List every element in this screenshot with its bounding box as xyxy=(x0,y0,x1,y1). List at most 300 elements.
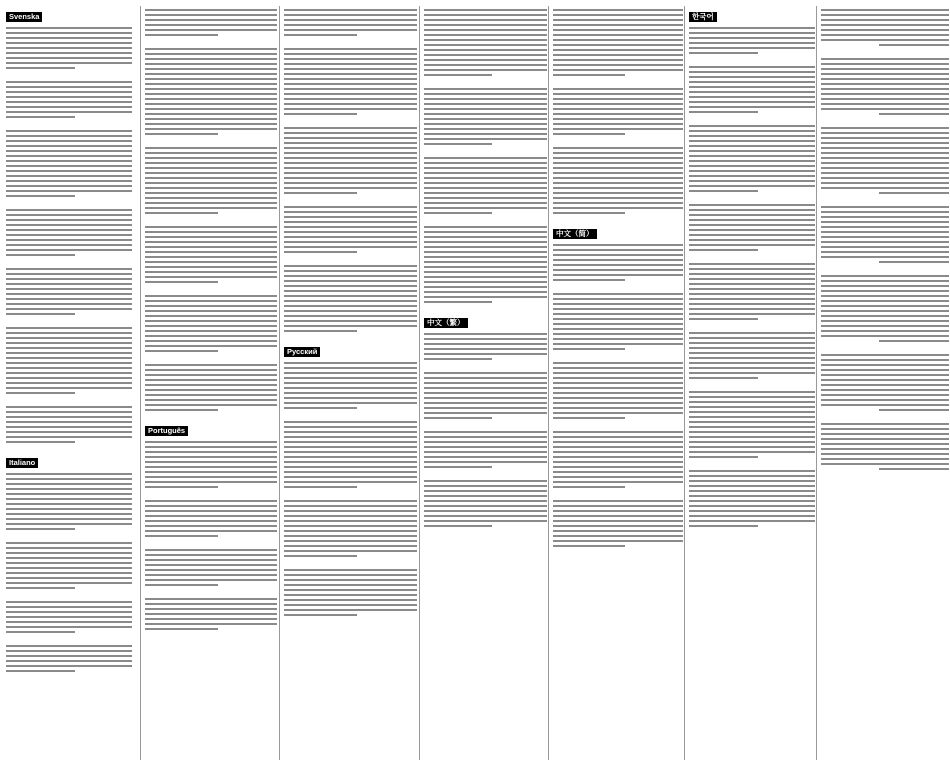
text-line xyxy=(553,88,683,90)
paragraph-placeholder xyxy=(553,147,683,214)
text-line xyxy=(6,81,132,83)
paragraph-placeholder xyxy=(284,362,417,409)
text-line xyxy=(553,249,683,251)
text-line xyxy=(821,335,949,337)
paragraph-placeholder xyxy=(553,362,683,419)
text-line xyxy=(6,528,75,530)
text-line xyxy=(284,397,417,399)
text-line xyxy=(145,456,277,458)
text-line xyxy=(553,520,683,522)
text-line xyxy=(553,44,683,46)
text-line xyxy=(6,660,132,662)
text-line xyxy=(689,446,815,448)
paragraph-placeholder xyxy=(553,244,683,281)
text-line xyxy=(424,113,547,115)
text-line xyxy=(6,665,132,667)
text-line xyxy=(284,14,417,16)
text-line xyxy=(553,461,683,463)
text-line xyxy=(6,254,75,256)
text-line xyxy=(821,221,949,223)
text-line xyxy=(6,557,132,559)
text-line xyxy=(6,441,75,443)
text-line xyxy=(689,175,815,177)
text-line xyxy=(821,231,949,233)
text-line xyxy=(821,9,949,11)
text-line xyxy=(424,358,492,360)
text-line xyxy=(6,273,132,275)
text-line xyxy=(6,303,132,305)
paragraph-placeholder xyxy=(821,58,949,115)
text-line xyxy=(145,389,277,391)
text-line xyxy=(821,379,949,381)
language-label: 한국어 xyxy=(689,12,717,22)
text-line xyxy=(424,510,547,512)
text-line xyxy=(284,431,417,433)
text-line xyxy=(6,150,132,152)
text-line xyxy=(424,108,547,110)
text-line xyxy=(689,101,815,103)
text-line xyxy=(145,73,277,75)
text-line xyxy=(6,552,132,554)
text-line xyxy=(284,295,417,297)
text-line xyxy=(6,347,132,349)
text-line xyxy=(424,192,547,194)
paragraph-placeholder xyxy=(424,9,547,76)
text-line xyxy=(553,417,625,419)
text-line xyxy=(689,214,815,216)
text-line xyxy=(821,404,949,406)
paragraph-placeholder xyxy=(145,48,277,135)
text-line xyxy=(689,342,815,344)
text-line xyxy=(6,106,132,108)
text-line xyxy=(284,402,417,404)
text-line xyxy=(879,340,949,342)
text-line xyxy=(689,111,758,113)
text-line xyxy=(6,165,132,167)
text-line xyxy=(284,421,417,423)
text-line xyxy=(6,268,132,270)
text-line xyxy=(145,584,218,586)
text-line xyxy=(284,555,357,557)
text-line xyxy=(145,246,277,248)
text-line xyxy=(553,471,683,473)
text-line xyxy=(424,202,547,204)
text-line xyxy=(553,172,683,174)
text-line xyxy=(145,167,277,169)
text-line xyxy=(553,197,683,199)
text-line xyxy=(821,93,949,95)
text-line xyxy=(284,486,357,488)
text-line xyxy=(553,64,683,66)
text-line xyxy=(689,377,758,379)
text-line xyxy=(424,231,547,233)
text-line xyxy=(6,670,75,672)
text-line xyxy=(821,172,949,174)
text-line xyxy=(553,500,683,502)
text-line xyxy=(821,162,949,164)
paragraph-placeholder xyxy=(424,480,547,527)
text-line xyxy=(424,402,547,404)
text-line xyxy=(424,392,547,394)
text-line xyxy=(6,382,132,384)
text-line xyxy=(6,42,132,44)
paragraph-placeholder xyxy=(145,295,277,352)
text-line xyxy=(553,303,683,305)
text-line xyxy=(284,226,417,228)
text-line xyxy=(553,362,683,364)
text-line xyxy=(284,599,417,601)
text-line xyxy=(424,525,492,527)
text-line xyxy=(284,142,417,144)
text-line xyxy=(145,310,277,312)
text-line xyxy=(424,490,547,492)
text-line xyxy=(689,391,815,393)
text-line xyxy=(689,71,815,73)
text-line xyxy=(284,221,417,223)
text-line xyxy=(145,305,277,307)
text-line xyxy=(145,628,218,630)
text-line xyxy=(553,318,683,320)
text-line xyxy=(689,204,815,206)
text-line xyxy=(145,476,277,478)
text-line xyxy=(821,295,949,297)
text-line xyxy=(145,515,277,517)
text-line xyxy=(689,347,815,349)
text-line xyxy=(6,175,132,177)
text-line xyxy=(821,251,949,253)
text-line xyxy=(689,160,815,162)
text-line xyxy=(145,350,218,352)
text-line xyxy=(553,476,683,478)
text-line xyxy=(821,187,949,189)
paragraph-placeholder xyxy=(424,226,547,303)
paragraph-placeholder xyxy=(145,226,277,283)
text-line xyxy=(145,340,277,342)
text-line xyxy=(424,261,547,263)
text-line xyxy=(821,29,949,31)
text-line xyxy=(6,483,132,485)
text-line xyxy=(6,308,132,310)
text-line xyxy=(145,187,277,189)
text-line xyxy=(689,303,815,305)
text-line xyxy=(6,91,132,93)
text-line xyxy=(821,14,949,16)
text-line xyxy=(553,59,683,61)
text-line xyxy=(821,108,949,110)
text-line xyxy=(284,574,417,576)
text-line xyxy=(6,387,132,389)
text-line xyxy=(424,167,547,169)
paragraph-placeholder xyxy=(689,125,815,192)
text-line xyxy=(145,202,277,204)
text-line xyxy=(6,209,132,211)
paragraph-placeholder xyxy=(6,645,132,672)
text-line xyxy=(145,34,218,36)
text-line xyxy=(145,441,277,443)
text-line xyxy=(6,234,132,236)
text-line xyxy=(689,76,815,78)
text-line xyxy=(553,103,683,105)
text-line xyxy=(689,426,815,428)
text-line xyxy=(689,96,815,98)
text-line xyxy=(553,451,683,453)
text-line xyxy=(284,325,417,327)
text-line xyxy=(689,81,815,83)
text-line xyxy=(6,67,75,69)
text-line xyxy=(821,256,949,258)
text-line xyxy=(145,29,277,31)
text-line xyxy=(145,525,277,527)
text-line xyxy=(145,83,277,85)
text-line xyxy=(284,436,417,438)
text-line xyxy=(821,157,949,159)
text-line xyxy=(6,47,132,49)
text-line xyxy=(689,155,815,157)
text-line xyxy=(553,93,683,95)
text-line xyxy=(145,569,277,571)
text-line xyxy=(553,431,683,433)
text-line xyxy=(424,412,547,414)
text-line xyxy=(145,147,277,149)
text-line xyxy=(145,603,277,605)
text-line xyxy=(821,389,949,391)
text-line xyxy=(424,93,547,95)
text-line xyxy=(145,162,277,164)
text-line xyxy=(145,335,277,337)
text-line xyxy=(689,268,815,270)
text-line xyxy=(689,229,815,231)
text-line xyxy=(145,212,218,214)
text-line xyxy=(689,436,815,438)
text-line xyxy=(284,147,417,149)
text-line xyxy=(553,14,683,16)
text-line xyxy=(553,441,683,443)
text-line xyxy=(6,145,132,147)
text-line xyxy=(145,530,277,532)
text-line xyxy=(6,508,132,510)
language-label: 中文（繁） xyxy=(424,318,468,328)
text-line xyxy=(689,396,815,398)
paragraph-placeholder xyxy=(284,421,417,488)
paragraph-placeholder xyxy=(284,569,417,616)
paragraph-placeholder xyxy=(689,66,815,113)
text-line xyxy=(821,142,949,144)
paragraph-placeholder xyxy=(689,263,815,320)
text-line xyxy=(689,42,815,44)
text-line xyxy=(424,480,547,482)
text-line xyxy=(553,367,683,369)
text-line xyxy=(821,330,949,332)
text-line xyxy=(145,63,277,65)
text-line xyxy=(689,490,815,492)
text-line xyxy=(145,564,277,566)
paragraph-placeholder xyxy=(821,275,949,342)
text-line xyxy=(145,446,277,448)
paragraph-placeholder xyxy=(284,48,417,115)
text-line xyxy=(6,155,132,157)
text-line xyxy=(284,579,417,581)
paragraph-placeholder xyxy=(821,9,949,46)
text-line xyxy=(689,180,815,182)
text-line xyxy=(553,69,683,71)
text-line xyxy=(821,463,949,465)
paragraph-placeholder xyxy=(284,206,417,253)
text-line xyxy=(284,68,417,70)
text-line xyxy=(145,315,277,317)
text-line xyxy=(553,535,683,537)
text-line xyxy=(424,397,547,399)
text-line xyxy=(821,433,949,435)
text-line xyxy=(145,409,218,411)
text-line xyxy=(689,52,758,54)
text-line xyxy=(145,461,277,463)
text-line xyxy=(284,132,417,134)
text-line xyxy=(553,436,683,438)
text-line xyxy=(424,162,547,164)
text-line xyxy=(145,325,277,327)
text-line xyxy=(821,132,949,134)
text-line xyxy=(145,295,277,297)
text-line xyxy=(821,310,949,312)
text-line xyxy=(145,510,277,512)
text-line xyxy=(821,448,949,450)
text-line xyxy=(553,269,683,271)
text-line xyxy=(145,48,277,50)
text-line xyxy=(145,399,277,401)
text-line xyxy=(145,113,277,115)
text-line xyxy=(6,62,132,64)
text-line xyxy=(145,182,277,184)
text-line xyxy=(284,594,417,596)
text-line xyxy=(689,416,815,418)
text-line xyxy=(821,315,949,317)
text-line xyxy=(145,68,277,70)
text-line xyxy=(553,39,683,41)
text-line xyxy=(6,377,132,379)
text-line xyxy=(689,441,815,443)
text-line xyxy=(689,278,815,280)
text-line xyxy=(284,426,417,428)
text-line xyxy=(821,325,949,327)
text-line xyxy=(284,127,417,129)
text-line xyxy=(145,207,277,209)
text-line xyxy=(689,140,815,142)
text-line xyxy=(6,214,132,216)
text-line xyxy=(821,320,949,322)
paragraph-placeholder xyxy=(553,9,683,76)
text-line xyxy=(284,53,417,55)
text-line xyxy=(424,276,547,278)
text-line xyxy=(6,288,132,290)
text-line xyxy=(689,421,815,423)
text-line xyxy=(6,332,132,334)
text-line xyxy=(6,421,132,423)
paragraph-placeholder xyxy=(689,470,815,527)
paragraph-placeholder xyxy=(424,333,547,360)
text-line xyxy=(424,24,547,26)
text-line xyxy=(424,515,547,517)
text-line xyxy=(553,19,683,21)
text-line xyxy=(553,525,683,527)
text-line xyxy=(553,29,683,31)
text-line xyxy=(689,249,758,251)
text-line xyxy=(145,251,277,253)
text-line xyxy=(553,397,683,399)
text-line xyxy=(6,298,132,300)
text-line xyxy=(424,241,547,243)
text-line xyxy=(689,510,815,512)
text-line xyxy=(284,535,417,537)
paragraph-placeholder xyxy=(6,81,132,118)
text-line xyxy=(6,244,132,246)
text-line xyxy=(424,372,547,374)
text-line xyxy=(6,283,132,285)
text-line xyxy=(553,274,683,276)
text-line xyxy=(424,64,547,66)
text-line xyxy=(6,327,132,329)
text-line xyxy=(6,229,132,231)
text-line xyxy=(6,52,132,54)
text-line xyxy=(553,182,683,184)
text-line xyxy=(689,273,815,275)
language-label: Português xyxy=(145,426,188,436)
text-line xyxy=(553,202,683,204)
text-line xyxy=(145,271,277,273)
text-line xyxy=(284,211,417,213)
text-line xyxy=(6,170,132,172)
text-line xyxy=(6,135,132,137)
text-line xyxy=(145,14,277,16)
text-line xyxy=(553,545,625,547)
text-line xyxy=(424,333,547,335)
text-line xyxy=(821,285,949,287)
text-line xyxy=(284,372,417,374)
text-line xyxy=(553,177,683,179)
paragraph-placeholder xyxy=(424,372,547,419)
text-line xyxy=(145,93,277,95)
text-line xyxy=(553,212,625,214)
text-line xyxy=(284,137,417,139)
text-line xyxy=(284,24,417,26)
text-line xyxy=(821,103,949,105)
text-line xyxy=(821,182,949,184)
text-line xyxy=(821,364,949,366)
text-line xyxy=(424,301,492,303)
text-line xyxy=(424,353,547,355)
text-line xyxy=(145,481,277,483)
text-line xyxy=(284,290,417,292)
text-line xyxy=(6,278,132,280)
text-line xyxy=(145,364,277,366)
text-line xyxy=(689,165,815,167)
text-line xyxy=(6,518,132,520)
text-line xyxy=(821,300,949,302)
text-line xyxy=(424,207,547,209)
text-line xyxy=(145,19,277,21)
text-line xyxy=(6,195,75,197)
text-line xyxy=(553,412,683,414)
text-line xyxy=(284,510,417,512)
text-line xyxy=(424,387,547,389)
text-line xyxy=(145,9,277,11)
text-line xyxy=(821,39,949,41)
text-line xyxy=(145,281,218,283)
text-line xyxy=(553,486,625,488)
text-line xyxy=(424,441,547,443)
text-line xyxy=(424,495,547,497)
text-line xyxy=(689,367,815,369)
text-line xyxy=(689,32,815,34)
